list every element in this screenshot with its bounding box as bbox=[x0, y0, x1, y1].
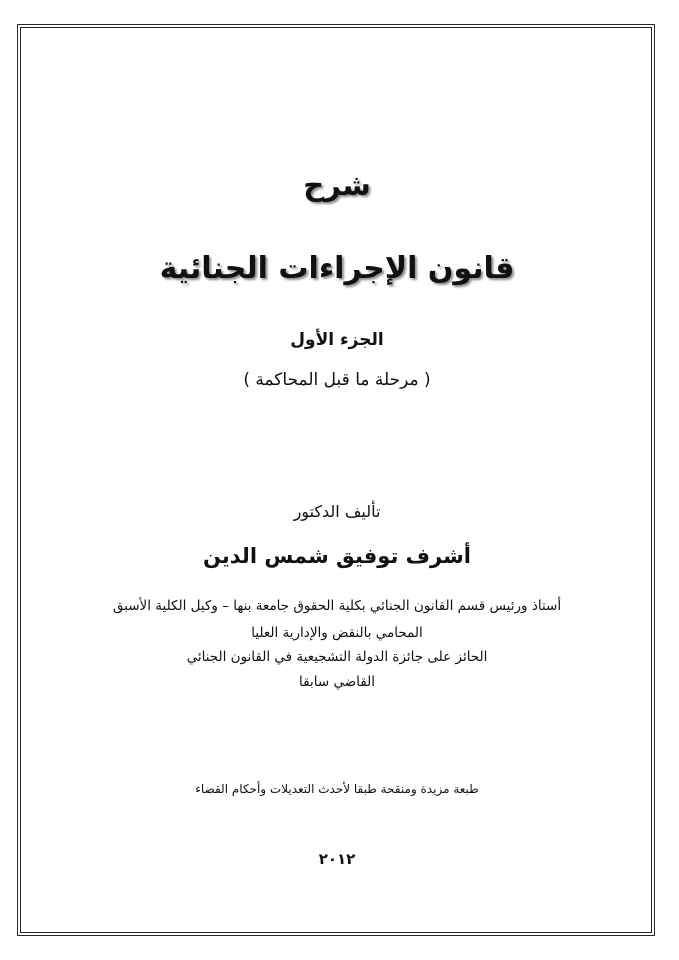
edition-note: طبعة مزيدة ومنقحة طبقا لأحدث التعديلات وأحكام القضاء bbox=[195, 782, 479, 796]
author-name: أشرف توفيق شمس الدين bbox=[203, 544, 471, 568]
author-credential: المحامي بالنقض والإدارية العليا bbox=[251, 625, 423, 641]
volume-label: الجزء الأول bbox=[290, 330, 384, 350]
author-credential: القاضي سابقا bbox=[299, 674, 375, 690]
volume-subtitle: ( مرحلة ما قبل المحاكمة ) bbox=[243, 370, 431, 390]
author-credential: الحائز على جائزة الدولة التشجيعية في القانون الجنائي bbox=[186, 649, 488, 665]
pre-title: شرح bbox=[303, 168, 371, 202]
book-title: قانون الإجراءات الجنائية bbox=[159, 251, 515, 286]
author-label: تأليف الدكتور bbox=[293, 502, 381, 521]
book-cover-page bbox=[20, 27, 652, 933]
author-credential: أستاذ ورئيس قسم القانون الجنائي بكلية الحقوق جامعة بنها – وكيل الكلية الأسبق bbox=[112, 598, 562, 614]
publication-year: ٢٠١٢ bbox=[318, 850, 356, 868]
